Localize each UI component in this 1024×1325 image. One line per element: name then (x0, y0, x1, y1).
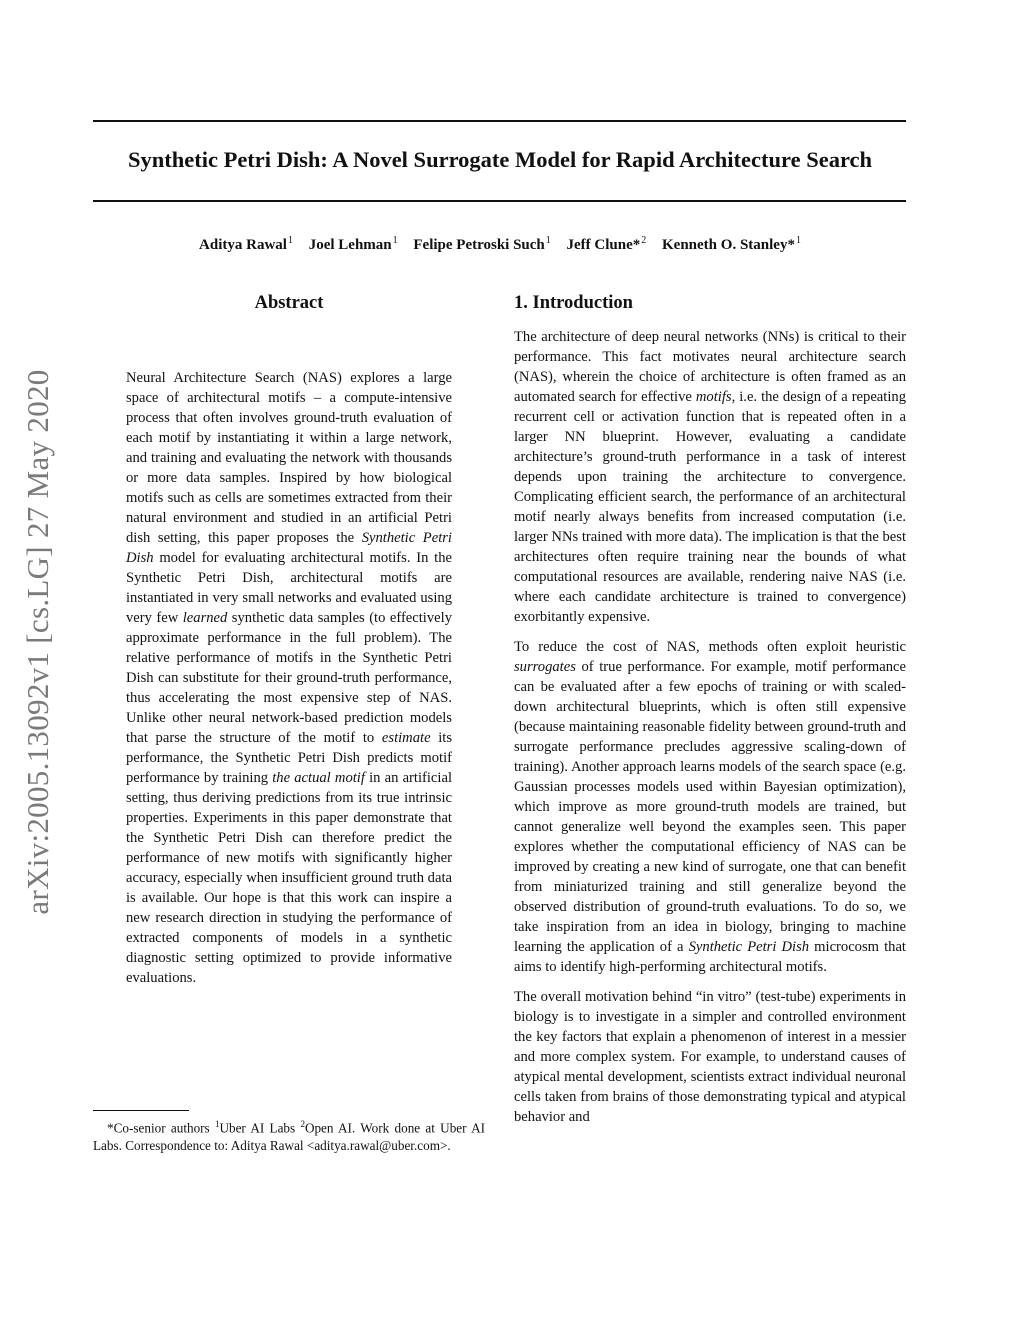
abstract-body (126, 368, 452, 988)
abstract-text-segment: model for evaluating architectural motifs. In the Synthetic Petri Dish, architectural motifs are instantiated in very small networks and evaluated using very few (126, 550, 452, 626)
paragraph-segment: , i.e. the design of a repeating recurrent cell or activation function that is repeated often in a larger NN blueprint. However, evaluating a candidate architecture’s ground-truth performance in a task of interest depends upon training the architecture to convergence. Complicating efficient search, the performance of an architectural motif nearly always benefits from increased computation (i.e. larger NNs trained with more data). The implication is that the best architectures often require training near the bounds of what computational resources are available, rendering naive NAS (i.e. where each candidate architecture is trained to convergence) exorbitantly expensive. (514, 389, 906, 625)
paragraph: The overall motivation behind “in vitro” (test-tube) experiments in biology is to investigate in a simpler and controlled environment the key factors that explain a phenomenon of interest in a messier and more complex system. For example, to understand causes of atypical mental development, scientists extract individual neuronal cells taken from brains of those demonstrating typical and atypical behavior and (514, 989, 906, 1125)
author (413, 237, 550, 253)
author (662, 237, 801, 253)
abstract-heading: Abstract (254, 293, 324, 313)
author-affiliation: 1 (392, 235, 398, 246)
footnote (93, 1115, 485, 1155)
author-name: Kenneth O. Stanley* (662, 237, 795, 253)
author-affiliation: 1 (545, 235, 551, 246)
footnote-mark: 2 (300, 1119, 305, 1129)
author-affiliation: 2 (641, 235, 647, 246)
paragraph-emphasis: surrogates (514, 659, 576, 675)
author-affiliation: 1 (795, 235, 801, 246)
footnote-cosenior: *Co-senior authors (107, 1120, 215, 1136)
title-rule-bottom (93, 200, 906, 202)
author-name: Jeff Clune* (566, 237, 641, 253)
abstract-emphasis: estimate (381, 730, 431, 746)
footnote-affiliation: Uber AI Labs (219, 1120, 301, 1136)
paper-title: Synthetic Petri Dish: A Novel Surrogate Model for Rapid Architecture Search (127, 147, 873, 172)
paragraph-emphasis: motifs (695, 389, 732, 405)
author (567, 237, 647, 253)
abstract-text-segment: Neural Architecture Search (NAS) explores a large space of architectural motifs – a compute-intensive process that often involves ground-truth evaluation of each motif by instantiating it within a large network, and training and evaluating the network with thousands or more data samples. Inspired by how biological motifs such as cells are sometimes extracted from their natural environment and studied in an artificial Petri dish setting, this paper proposes the (126, 370, 452, 546)
footnote-rule (93, 1110, 189, 1111)
author (199, 237, 293, 253)
author-name: Felipe Petroski Such (413, 237, 545, 253)
author-list (60, 235, 940, 254)
abstract-text-segment: in an artificial setting, thus deriving predictions from its true intrinsic properties. Experiments in this paper demonstrate that the Synthetic Petri Dish can therefore predict the performance of new motifs with significantly higher accuracy, especially when insufficient ground truth data is available. Our hope is that this work can inspire a new research direction in studying the performance of extracted components of models in a synthetic diagnostic setting optimized to provide informative evaluations. (126, 770, 452, 986)
paragraph-emphasis: Synthetic Petri Dish (688, 939, 810, 955)
paragraph (514, 637, 906, 977)
abstract-emphasis: Synthetic Petri Dish (126, 530, 452, 566)
paragraph-segment: microcosm that aims to identify high-performing architectural motifs. (514, 939, 906, 975)
abstract-emphasis: the actual motif (272, 770, 365, 786)
paragraph-segment: The architecture of deep neural networks (NNs) is critical to their performance. This fact motivates neural architecture search (NAS), wherein the choice of architecture is often framed as an automated search for effective (514, 329, 906, 405)
paragraph (514, 327, 906, 627)
author-name: Aditya Rawal (199, 237, 287, 253)
author (309, 237, 398, 253)
author-affiliation: 1 (287, 235, 293, 246)
abstract-text-segment: its performance, the Synthetic Petri Dish predicts motif performance by training (126, 730, 453, 786)
footnote-affiliation: Open AI. Work done at Uber AI Labs. Correspondence to: Aditya Rawal <aditya.rawal@uber.com>. (93, 1120, 485, 1154)
introduction-body (514, 327, 906, 1137)
introduction-heading: 1. Introduction (514, 293, 633, 313)
author-name: Joel Lehman (308, 237, 392, 253)
abstract-emphasis: learned (182, 610, 228, 626)
paragraph-segment: To reduce the cost of NAS, methods often exploit heuristic (514, 639, 906, 655)
paragraph-segment: of true performance. For example, motif performance can be evaluated after a few epochs of training or with scaled-down architectural blueprints, which is often still expensive (because maintaining reasonable fidelity between ground-truth and surrogate performance precludes aggressive scaling-down of training). Another approach learns models of the search space (e.g. Gaussian processes models used within Bayesian optimization), which improve as more ground-truth models are trained, but cannot generalize well beyond the examples seen. This paper explores whether the computational efficiency of NAS can be improved by creating a new kind of surrogate, one that can benefit from miniaturized training and still generalize beyond the observed distribution of ground-truth evaluations. To do so, we take inspiration from an idea in biology, bringing to machine learning the application of a (514, 659, 906, 955)
title-rule-top (93, 120, 906, 122)
footnote-mark: 1 (214, 1119, 220, 1129)
abstract-text-segment: synthetic data samples (to effectively approximate performance in the full problem). The relative performance of motifs in the Synthetic Petri Dish can substitute for their ground-truth performance, thus accelerating the most expensive step of NAS. Unlike other neural network-based prediction models that parse the structure of the motif to (126, 610, 452, 746)
arxiv-identifier-stamp: arXiv:2005.13092v1 [cs.LG] 27 May 2020 (20, 369, 55, 915)
